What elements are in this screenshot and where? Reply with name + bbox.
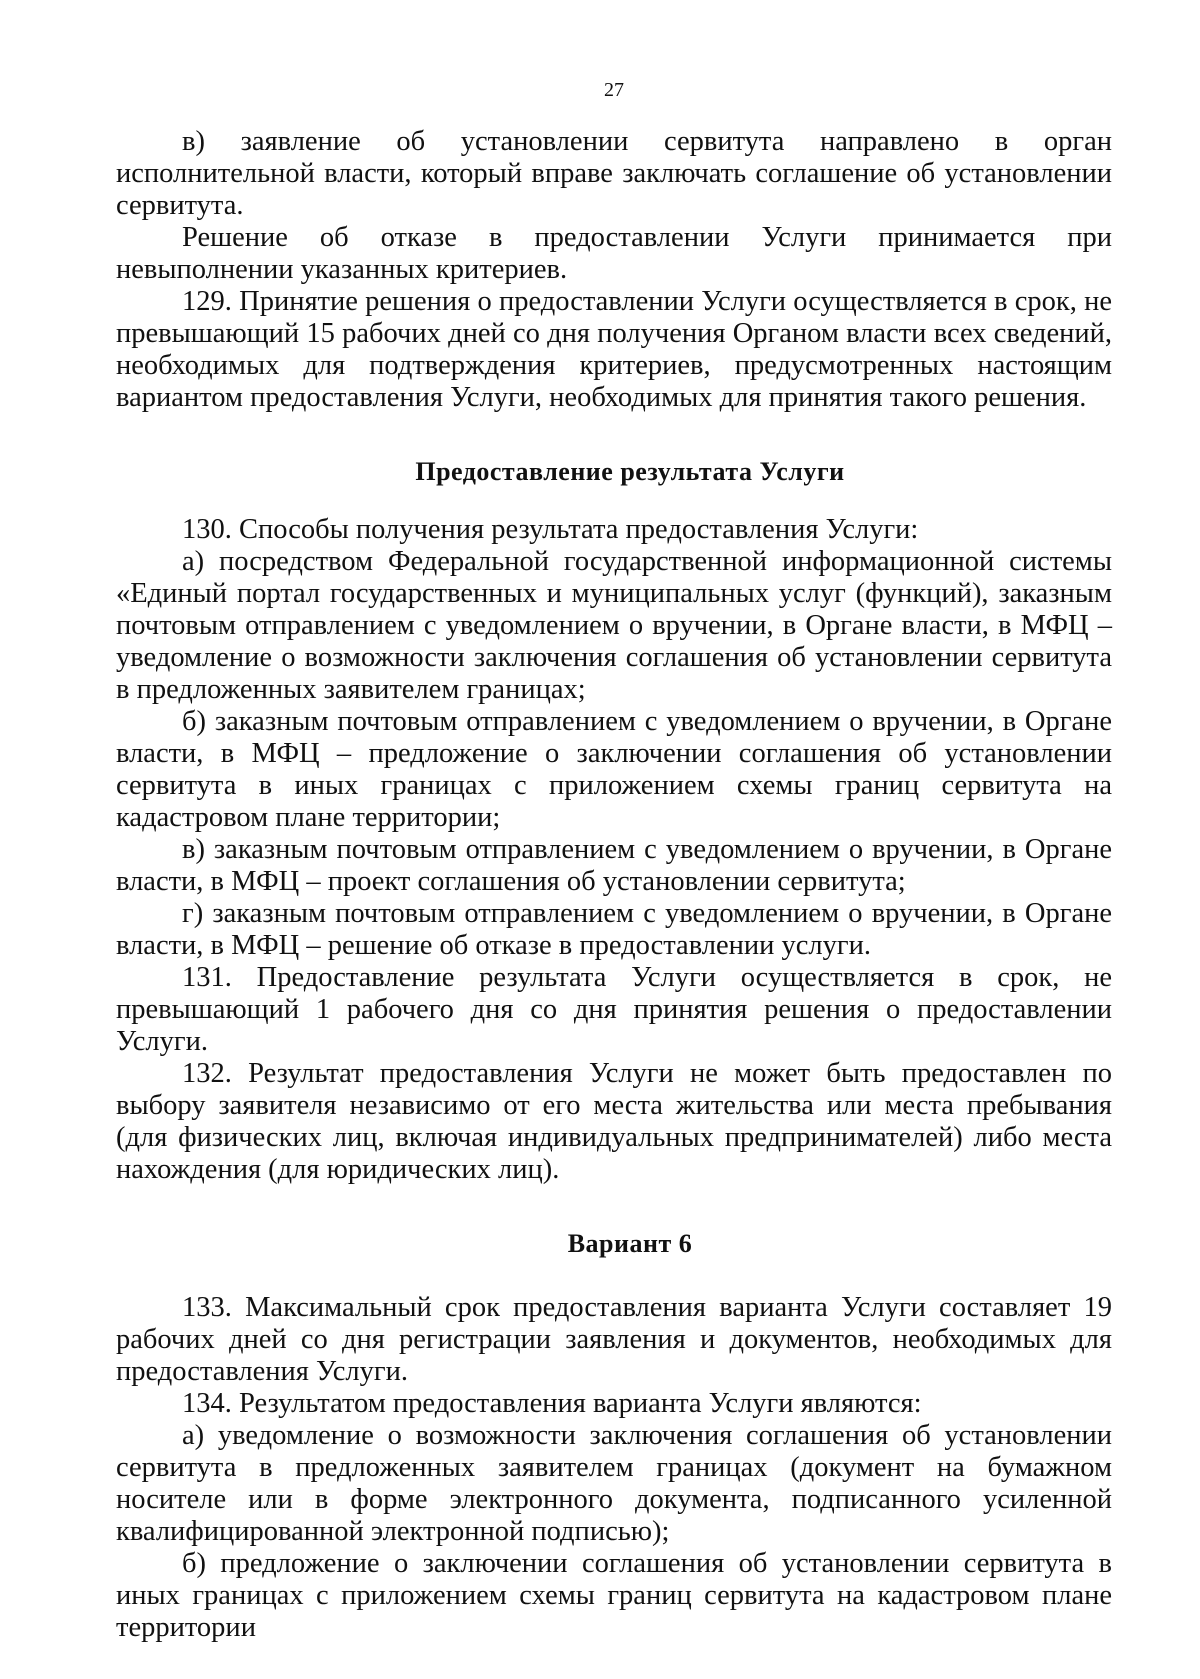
paragraph: а) уведомление о возможности заключения соглашения об установлении сервитута в предложенных заявителем границах (документ на бумажном носителе или в форме электронного документа, подписанного усиленной квалифицированной электронной подписью); (116, 1420, 1112, 1547)
page-number: 27 (604, 79, 624, 101)
paragraph: г) заказным почтовым отправлением с уведомлением о вручении, в Органе власти, в МФЦ – решение об отказе в предоставлении услуги. (116, 898, 1112, 961)
section-heading: Вариант 6 (567, 1229, 693, 1258)
section-heading: Предоставление результата Услуги (415, 457, 845, 486)
paragraph: б) предложение о заключении соглашения об установлении сервитута в иных границах с приложением схемы границ сервитута на кадастровом плане территории (116, 1548, 1112, 1643)
paragraph: а) посредством Федеральной государственной информационной системы «Единый портал государственных и муниципальных услуг (функций), заказным почтовым отправлением с уведомлением о вручении, в Органе власти, в МФЦ – уведомление о возможности заключения соглашения об установлении сервитута в предложенных заявителем границах; (116, 546, 1112, 705)
paragraph: 129. Принятие решения о предоставлении Услуги осуществляется в срок, не превышающий 15 рабочих дней со дня получения Органом власти всех сведений, необходимых для подтверждения критериев, предусмотренных настоящим вариантом предоставления Услуги, необходимых для принятия такого решения. (116, 286, 1112, 413)
paragraph: 132. Результат предоставления Услуги не может быть предоставлен по выбору заявителя независимо от его места жительства или места пребывания (для физических лиц, включая индивидуальных предпринимателей) либо места нахождения (для юридических лиц). (116, 1058, 1112, 1185)
paragraph: 133. Максимальный срок предоставления варианта Услуги составляет 19 рабочих дней со дня регистрации заявления и документов, необходимых для предоставления Услуги. (116, 1292, 1112, 1387)
paragraph: 131. Предоставление результата Услуги осуществляется в срок, не превышающий 1 рабочего дня со дня принятия решения о предоставлении Услуги. (116, 962, 1112, 1057)
paragraph: б) заказным почтовым отправлением с уведомлением о вручении, в Органе власти, в МФЦ – предложение о заключении соглашения об установлении сервитута в иных границах с приложением схемы границ сервитута на кадастровом плане территории; (116, 706, 1112, 833)
page-body (116, 126, 1112, 1644)
paragraph: в) заказным почтовым отправлением с уведомлением о вручении, в Органе власти, в МФЦ – проект соглашения об установлении сервитута; (116, 834, 1112, 897)
paragraph: 130. Способы получения результата предоставления Услуги: (182, 514, 919, 545)
paragraph: 134. Результатом предоставления варианта Услуги являются: (182, 1388, 922, 1419)
paragraph: в) заявление об установлении сервитута направлено в орган исполнительной власти, который вправе заключать соглашение об установлении сервитута. (116, 126, 1112, 221)
paragraph: Решение об отказе в предоставлении Услуги принимается при невыполнении указанных критериев. (116, 222, 1112, 285)
